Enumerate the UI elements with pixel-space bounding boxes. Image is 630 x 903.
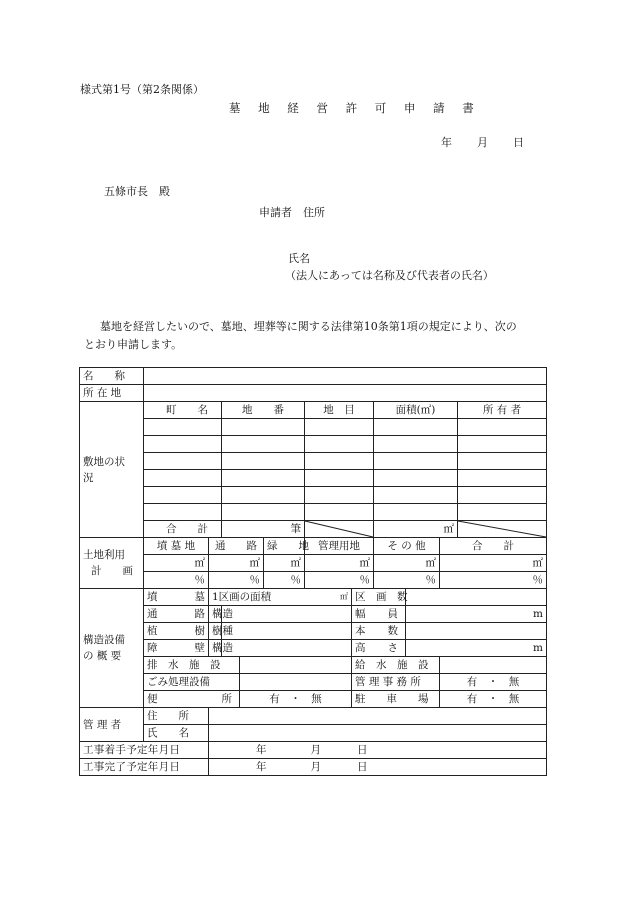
total-parcels[interactable]: 筆 [222,521,305,538]
tree-species-label: 樹 種 [209,623,222,640]
lu-header-green: 緑 地 [264,538,305,555]
date-month-label: 月 [477,136,488,149]
structure-label: 構造設備 の 概 要 [80,589,144,708]
diagonal-line [458,521,546,537]
lu-header-other: そ の 他 [374,538,440,555]
site-row [80,453,547,470]
barrier-structure-label: 構 造 [209,640,222,657]
applicant-note: （法人にあっては名称及び代表者の氏名） [285,269,494,282]
barrier-height-value[interactable]: m [406,640,547,657]
toilet-label: 便 所 [144,691,240,708]
garbage-value[interactable] [240,674,352,691]
barrier-height-label: 高 さ [352,640,406,657]
grave-label: 墳 墓 [144,589,209,606]
body-line-2: とおり申請します。 [84,338,183,351]
barrier-structure-value[interactable] [222,640,352,657]
col-header-area: 面積(㎡) [374,402,458,419]
site-row [80,419,547,436]
applicant-address-label: 申請者 住所 [259,206,325,219]
form-title: 墓 地 経 営 許 可 申 請 書 [229,101,481,115]
water-value[interactable] [440,657,547,674]
start-date-label: 工事着手予定年月日 [80,742,209,759]
path-structure-label: 構 造 [209,606,222,623]
tree-count-label: 本 数 [352,623,406,640]
end-date-value[interactable]: 年 月 日 [209,759,547,776]
land-use-area-row: ㎡ ㎡ ㎡ ㎡ ㎡ ㎡ [80,555,547,572]
office-label: 管 理 事 務 所 [352,674,440,691]
plot-count-value[interactable] [406,589,547,606]
col-header-owner: 所 有 者 [458,402,547,419]
site-row [80,436,547,453]
toilet-yes-no[interactable]: 有 ・ 無 [240,691,352,708]
location-value[interactable] [144,385,547,402]
site-status-label: 敷地の状 況 [80,402,144,538]
drainage-value[interactable] [240,657,352,674]
location-label: 所 在 地 [80,385,144,402]
manager-name-label: 氏 名 [144,725,209,742]
manager-address-label: 住 所 [144,708,209,725]
tree-species-value[interactable] [222,623,352,640]
date-day-label: 日 [513,136,524,149]
total-label: 合 計 [144,521,222,538]
tree-count-value[interactable] [406,623,547,640]
diagonal-line [305,521,373,537]
path-width-label: 幅 員 [352,606,406,623]
application-table [79,367,547,776]
site-row [80,504,547,521]
land-use-label: 土地利用 計 画 [80,538,144,589]
path-structure-value[interactable] [222,606,352,623]
col-header-land-category: 地 目 [305,402,374,419]
name-label: 名 称 [80,368,144,385]
plot-area[interactable]: 1区画の面積 ㎡ [209,589,352,606]
manager-label: 管 理 者 [80,708,144,742]
path-label: 通 路 [144,606,209,623]
lu-header-management: 管理用地 [305,538,374,555]
col-header-town: 町 名 [144,402,222,419]
drainage-label: 排 水 施 設 [144,657,240,674]
total-area[interactable]: ㎡ [374,521,458,538]
applicant-name-label: 氏名 [288,252,310,265]
barrier-label: 障 壁 [144,640,209,657]
water-label: 給 水 施 設 [352,657,440,674]
col-header-lot-number: 地 番 [222,402,305,419]
manager-address-value[interactable] [209,708,547,725]
office-yes-no[interactable]: 有 ・ 無 [440,674,547,691]
manager-name-value[interactable] [209,725,547,742]
lu-header-path: 通 路 [209,538,264,555]
body-line-1: 墓地を経営したいので、墓地、埋葬等に関する法律第10条第1項の規定により、次の [100,320,517,333]
parking-yes-no[interactable]: 有 ・ 無 [440,691,547,708]
planting-label: 植 樹 [144,623,209,640]
lu-header-total: 合 計 [440,538,547,555]
total-land-category-diagonal [305,521,374,538]
land-use-percent-row: ％ ％ ％ ％ ％ ％ [80,572,547,589]
form-number: 様式第1号（第2条関係） [80,83,204,96]
total-owner-diagonal [458,521,547,538]
end-date-label: 工事完了予定年月日 [80,759,209,776]
parking-label: 駐 車 場 [352,691,440,708]
addressee: 五條市長 殿 [104,185,170,198]
site-total-row [80,521,547,538]
name-value[interactable] [144,368,547,385]
garbage-label: ごみ処理設備 [144,674,240,691]
site-row [80,487,547,504]
date-year-label: 年 [441,136,452,149]
plot-count-label: 区 画 数 [352,589,406,606]
site-row [80,470,547,487]
start-date-value[interactable]: 年 月 日 [209,742,547,759]
lu-header-grave: 墳 墓 地 [144,538,209,555]
path-width-value[interactable]: m [406,606,547,623]
